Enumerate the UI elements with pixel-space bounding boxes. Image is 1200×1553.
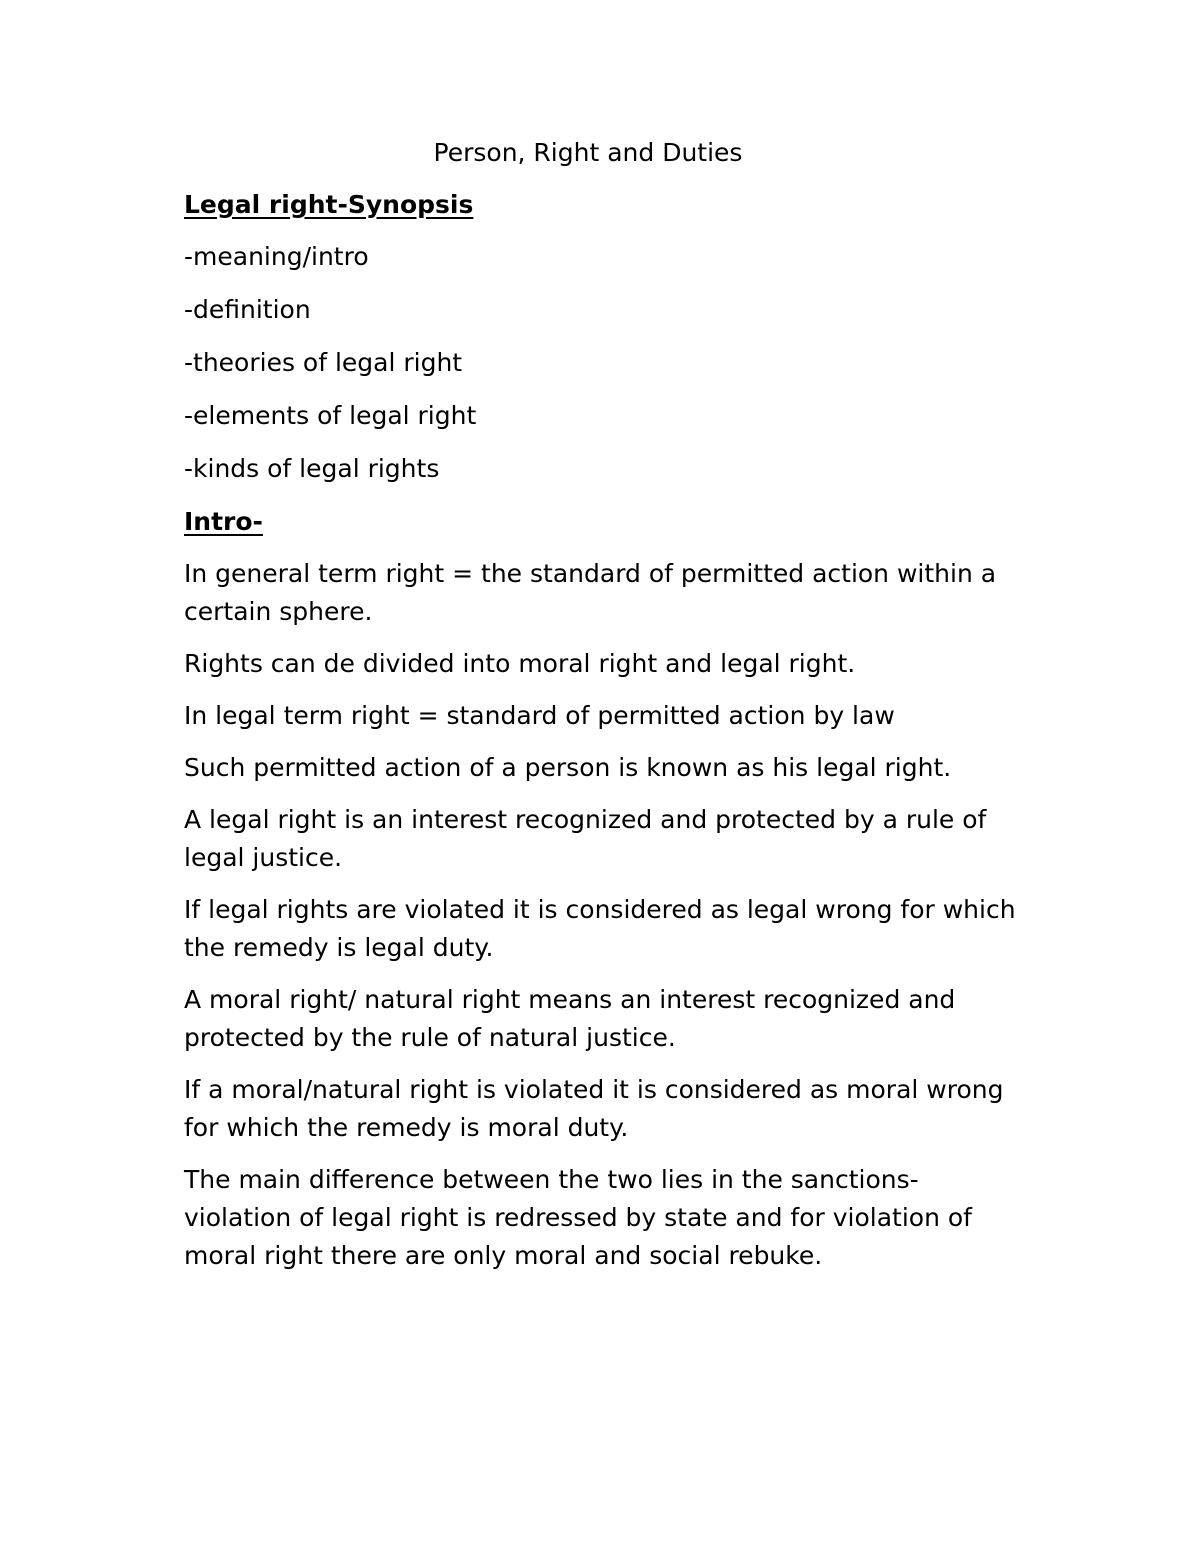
paragraph: A moral right/ natural right means an interest recognized and protected by the rule of natural justice. bbox=[184, 985, 956, 1052]
paragraph: If a moral/natural right is violated it is considered as moral wrong for which the remedy is moral duty. bbox=[184, 1075, 1004, 1142]
synopsis-item: -elements of legal right bbox=[184, 401, 477, 430]
document-body bbox=[184, 134, 1020, 1289]
synopsis-item: -theories of legal right bbox=[184, 348, 463, 377]
synopsis-list bbox=[184, 238, 1020, 488]
synopsis-item: -kinds of legal rights bbox=[184, 454, 440, 483]
paragraph: Such permitted action of a person is known as his legal right. bbox=[184, 753, 952, 782]
paragraph: If legal rights are violated it is considered as legal wrong for which the remedy is legal duty. bbox=[184, 895, 1016, 962]
synopsis-item: -definition bbox=[184, 295, 311, 324]
paragraph: A legal right is an interest recognized and protected by a rule of legal justice. bbox=[184, 805, 987, 872]
paragraph: Rights can de divided into moral right and legal right. bbox=[184, 649, 856, 678]
synopsis-heading: Legal right-Synopsis bbox=[184, 190, 474, 219]
document-title: Person, Right and Duties bbox=[433, 138, 743, 167]
intro-heading: Intro- bbox=[184, 507, 263, 536]
paragraph: In general term right = the standard of permitted action within a certain sphere. bbox=[184, 559, 997, 626]
paragraph: In legal term right = standard of permitted action by law bbox=[184, 701, 895, 730]
synopsis-item: -meaning/intro bbox=[184, 242, 369, 271]
paragraph: The main difference between the two lies in the sanctions- violation of legal right is redressed by state and for violation of moral right there are only moral and social rebuke. bbox=[184, 1165, 972, 1270]
